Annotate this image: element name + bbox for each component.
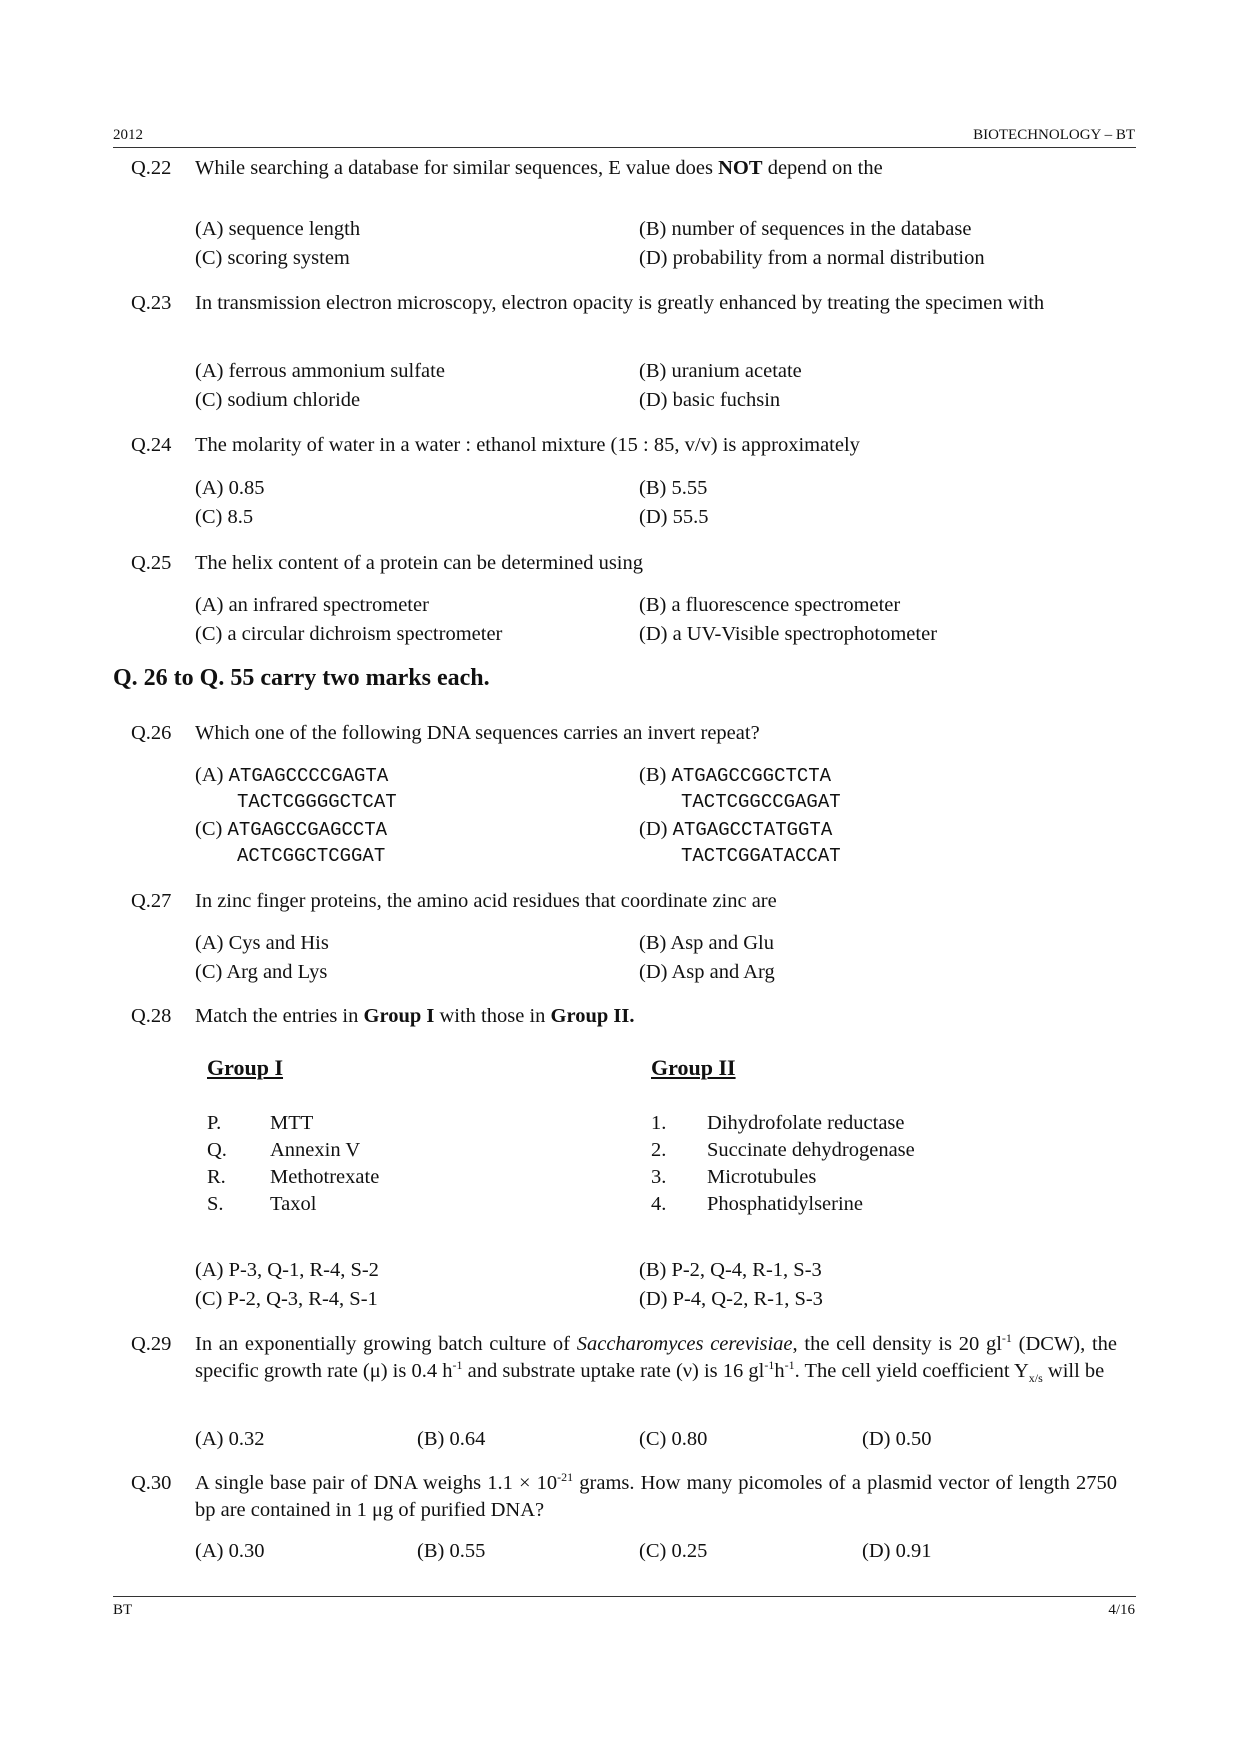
option-c: (C) sodium chloride xyxy=(195,389,361,411)
list-item: Microtubules xyxy=(707,1166,817,1188)
list-item: Annexin V xyxy=(270,1139,361,1161)
header-rule xyxy=(113,147,1136,148)
question-text: In zinc finger proteins, the amino acid residues that coordinate zinc are xyxy=(195,890,777,912)
option-a: (A) 0.30 xyxy=(195,1540,265,1562)
list-item: R. xyxy=(207,1166,226,1188)
list-item: Q. xyxy=(207,1139,227,1161)
option-c: (C) 0.25 xyxy=(639,1540,708,1562)
footer-code: BT xyxy=(113,1602,133,1618)
option-b: (B) 0.55 xyxy=(417,1540,486,1562)
option-d: (D) P-4, Q-2, R-1, S-3 xyxy=(639,1288,823,1310)
option-c: (C) a circular dichroism spectrometer xyxy=(195,623,503,645)
question-text: The helix content of a protein can be determined using xyxy=(195,552,643,574)
option-a: (A) P-3, Q-1, R-4, S-2 xyxy=(195,1259,379,1281)
question-number: Q.26 xyxy=(131,722,172,744)
list-item: 1. xyxy=(651,1112,667,1134)
footer-rule xyxy=(113,1596,1136,1597)
sequence-line: ATGAGCCCCGAGTA xyxy=(228,765,389,787)
sequence-line: ATGAGCCGAGCCTA xyxy=(227,819,388,841)
question-number: Q.25 xyxy=(131,552,172,574)
question-number: Q.28 xyxy=(131,1005,172,1027)
question-text: Match the entries in Group I with those in Group II. xyxy=(195,1005,635,1027)
list-item: Dihydrofolate reductase xyxy=(707,1112,905,1134)
option-a: (A) 0.32 xyxy=(195,1428,265,1450)
option-c: (C) 8.5 xyxy=(195,506,254,528)
question-number: Q.29 xyxy=(131,1333,172,1355)
list-item: Methotrexate xyxy=(270,1166,380,1188)
list-item: Taxol xyxy=(270,1193,317,1215)
option-c: (C) scoring system xyxy=(195,247,350,269)
list-item: 2. xyxy=(651,1139,667,1161)
option-b: (B) Asp and Glu xyxy=(639,932,774,954)
question-text: While searching a database for similar sequences, E value does NOT depend on the xyxy=(195,157,883,179)
list-item: 3. xyxy=(651,1166,667,1188)
option-b: (B) P-2, Q-4, R-1, S-3 xyxy=(639,1259,822,1281)
option-c: (C) 0.80 xyxy=(639,1428,708,1450)
option-a: (A) sequence length xyxy=(195,218,361,240)
option-d: (D) 55.5 xyxy=(639,506,709,528)
sequence-line: ATGAGCCGGCTCTA xyxy=(671,765,832,787)
option-c: (C) Arg and Lys xyxy=(195,961,328,983)
page-number: 4/16 xyxy=(1108,1602,1135,1618)
group-ii-heading: Group II xyxy=(651,1055,736,1080)
sequence-line: TACTCGGCCGAGAT xyxy=(681,791,841,813)
option-c: (C) P-2, Q-3, R-4, S-1 xyxy=(195,1288,378,1310)
header-year: 2012 xyxy=(113,127,143,143)
option-a: (A) ferrous ammonium sulfate xyxy=(195,360,445,382)
option-c: (C) ATGAGCCGAGCCTA xyxy=(195,818,388,841)
list-item: 4. xyxy=(651,1193,667,1215)
question-text: In an exponentially growing batch culture of Saccharomyces cerevisiae, the cell density is 20 $gl^{-1}$ (DCW), the specific growth rate (μ) is 0.4 $h^{-1}$ and substrate uptake rate (ν) is 16 $gl^{-1}h^{-1}$. The cell yield coefficient $Y_{x/s}$ will be xyxy=(195,1331,1118,1386)
list-item: Succinate dehydrogenase xyxy=(707,1139,915,1161)
sequence-line: ACTCGGCTCGGAT xyxy=(237,845,386,867)
option-b: (B) 5.55 xyxy=(639,477,708,499)
option-b: (B) number of sequences in the database xyxy=(639,218,972,240)
sequence-line: TACTCGGGGCTCAT xyxy=(237,791,397,813)
option-a: (A) Cys and His xyxy=(195,932,329,954)
header-subject: BIOTECHNOLOGY – BT xyxy=(973,127,1135,143)
option-a: (A) an infrared spectrometer xyxy=(195,594,429,616)
list-item: S. xyxy=(207,1193,224,1215)
question-number: Q.23 xyxy=(131,292,172,314)
option-a: (A) ATGAGCCCCGAGTA xyxy=(195,764,389,787)
question-text: The molarity of water in a water : ethanol mixture (15 : 85, v/v) is approximately xyxy=(195,434,860,456)
option-d: (D) a UV-Visible spectrophotometer xyxy=(639,623,938,645)
section-heading: Q. 26 to Q. 55 carry two marks each. xyxy=(113,665,490,691)
question-text: Which one of the following DNA sequences carries an invert repeat? xyxy=(195,722,760,744)
list-item: MTT xyxy=(270,1112,314,1134)
option-d: (D) 0.50 xyxy=(862,1428,932,1450)
question-number: Q.22 xyxy=(131,157,172,179)
option-b: (B) a fluorescence spectrometer xyxy=(639,594,901,616)
option-d: (D) 0.91 xyxy=(862,1540,932,1562)
option-b: (B) uranium acetate xyxy=(639,360,802,382)
question-text: A single base pair of DNA weighs $1.1 \times 10^{-21}$ grams. How many picomoles of a plasmid vector of length 2750 bp are contained in 1 μg of purified DNA? xyxy=(195,1470,1118,1521)
list-item: Phosphatidylserine xyxy=(707,1193,864,1215)
option-d: (D) probability from a normal distribution xyxy=(639,247,985,269)
option-d: (D) basic fuchsin xyxy=(639,389,781,411)
question-number: Q.24 xyxy=(131,434,172,456)
option-b: (B) 0.64 xyxy=(417,1428,486,1450)
question-text: In transmission electron microscopy, electron opacity is greatly enhanced by treating the specimen with xyxy=(195,292,1045,314)
question-number: Q.30 xyxy=(131,1472,172,1494)
question-number: Q.27 xyxy=(131,890,172,912)
option-a: (A) 0.85 xyxy=(195,477,265,499)
sequence-line: ATGAGCCTATGGTA xyxy=(672,819,833,841)
option-d: (D) Asp and Arg xyxy=(639,961,775,983)
list-item: P. xyxy=(207,1112,222,1134)
option-d: (D) ATGAGCCTATGGTA xyxy=(639,818,833,841)
sequence-line: TACTCGGATACCAT xyxy=(681,845,841,867)
option-b: (B) ATGAGCCGGCTCTA xyxy=(639,764,832,787)
group-i-heading: Group I xyxy=(207,1055,284,1080)
